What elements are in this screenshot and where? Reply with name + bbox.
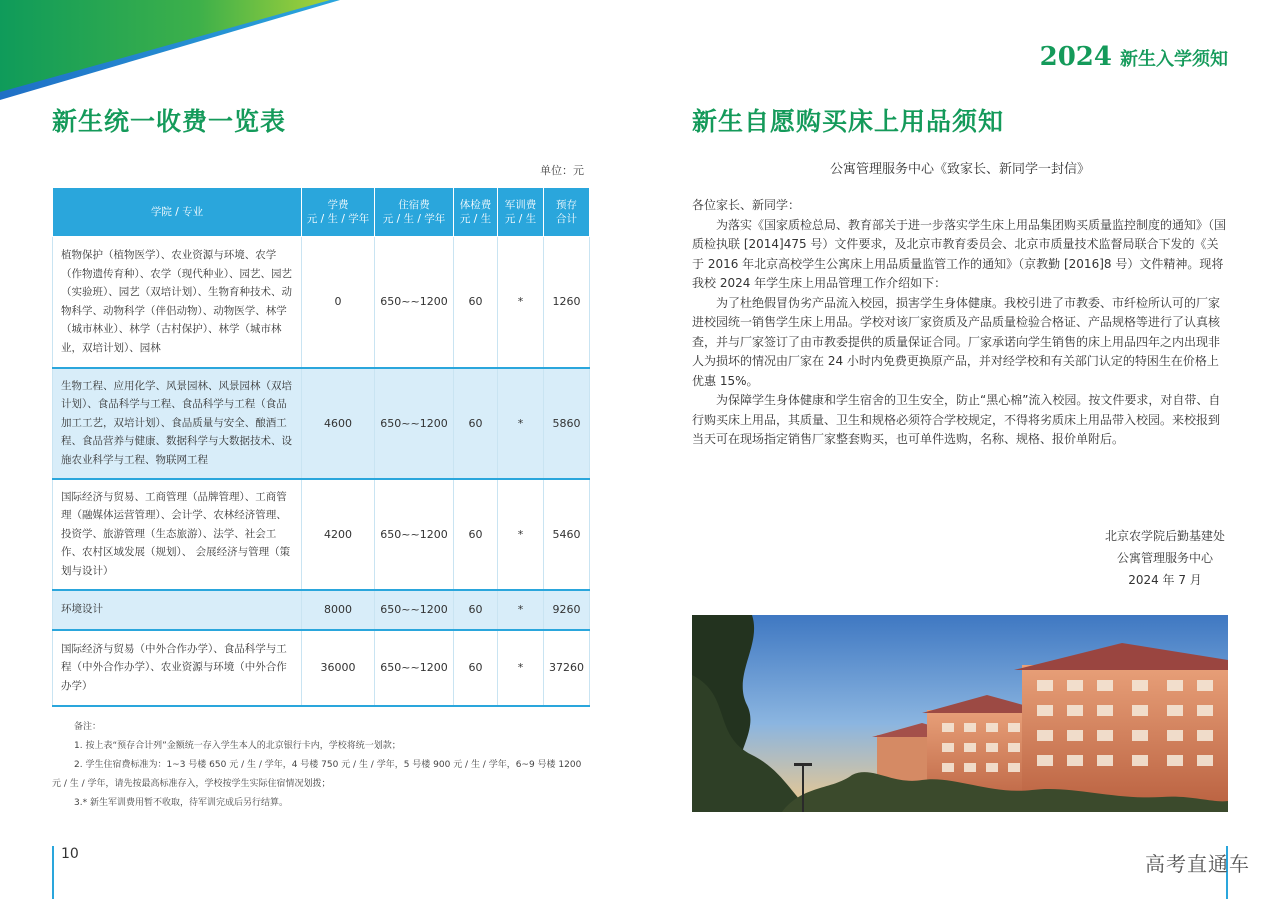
note-2: 2. 学生住宿费标准为：1~3 号楼 650 元 / 生 / 学年，4 号楼 750 元 / 生 / 学年，5 号楼 900 元 / 生 / 学年，6~9 号楼 1200 bbox=[74, 760, 582, 770]
letter-paragraph: 为落实《国家质检总局、教育部关于进一步落实学生床上用品集团购买质量监控制度的通知》（国质检执联 [2014]475 号）文件要求，及北京市教育委员会、北京市质量技术监督局联合下发的《关于 2016 年北京高校学生公寓床上用品质量监管工作的通知》（京教勤 [2016]8 号）文件精神。现将我校 2024 年学生床上用品管理工作介绍如下： bbox=[692, 217, 1227, 290]
cell-military: * bbox=[498, 237, 544, 368]
page-number-left: 10 bbox=[61, 846, 79, 862]
col-header-dorm: 住宿费 元 / 生 / 学年 bbox=[375, 188, 454, 237]
cell-military: * bbox=[498, 479, 544, 590]
cell-dorm: 650~~1200 bbox=[375, 479, 454, 590]
cell-dorm: 650~~1200 bbox=[375, 590, 454, 630]
cell-military: * bbox=[498, 368, 544, 479]
note-2-cont: 元 / 生 / 学年，请先按最高标准存入，学校按学生实际住宿情况划拨； bbox=[52, 779, 331, 789]
signature-org: 北京农学院后勤基建处 bbox=[1104, 529, 1225, 543]
cell-major: 植物保护（植物医学）、农业资源与环境、农学（作物遗传育种）、农学（现代种业）、园艺、园艺（实验班）、园艺（双培计划）、生物育种技术、动物科学、动物科学（伴侣动物）、动物医学、林学（城市林业）、林学（古村保护）、林学（城市林业，双培计划）、园林 bbox=[53, 237, 302, 368]
signature-dept: 公寓管理服务中心 bbox=[1116, 551, 1213, 565]
table-header-row bbox=[53, 188, 590, 237]
col-header-major: 学院 / 专业 bbox=[53, 188, 302, 237]
cell-tuition: 0 bbox=[302, 237, 375, 368]
col-header-total: 预存 合计 bbox=[544, 188, 590, 237]
unit-label: 单位：元 bbox=[540, 164, 584, 177]
letter-greeting: 各位家长、新同学： bbox=[692, 198, 801, 212]
cell-total: 37260 bbox=[544, 630, 590, 706]
header-brand bbox=[1040, 42, 1228, 72]
cell-exam: 60 bbox=[454, 479, 498, 590]
fee-table-title: 新生统一收费一览表 bbox=[52, 107, 287, 136]
cell-military: * bbox=[498, 630, 544, 706]
table-row bbox=[53, 237, 590, 368]
cell-tuition: 36000 bbox=[302, 630, 375, 706]
cell-military: * bbox=[498, 590, 544, 630]
col-header-military: 军训费 元 / 生 bbox=[498, 188, 544, 237]
cell-total: 9260 bbox=[544, 590, 590, 630]
note-3: 3.* 新生军训费用暂不收取，待军训完成后另行结算。 bbox=[74, 798, 288, 808]
cell-dorm: 650~~1200 bbox=[375, 368, 454, 479]
cell-major: 环境设计 bbox=[53, 590, 302, 630]
cell-dorm: 650~~1200 bbox=[375, 237, 454, 368]
cell-tuition: 4600 bbox=[302, 368, 375, 479]
cell-tuition: 8000 bbox=[302, 590, 375, 630]
letter-paragraph: 为保障学生身体健康和学生宿舍的卫生安全，防止“黑心棉”流入校园。按文件要求，对自带、自行购买床上用品，其质量、卫生和规格必须符合学校规定，不得将劣质床上用品带入校园。来校报到当天可在现场指定销售厂家整套购买，也可单件选购，名称、规格、报价单附后。 bbox=[692, 393, 1221, 446]
letter-signature bbox=[1090, 525, 1240, 591]
cell-exam: 60 bbox=[454, 237, 498, 368]
cell-total: 5460 bbox=[544, 479, 590, 590]
col-header-tuition: 学费 元 / 生 / 学年 bbox=[302, 188, 375, 237]
page-edge-bar-left bbox=[52, 846, 54, 899]
table-row bbox=[53, 630, 590, 706]
corner-decoration bbox=[0, 0, 340, 105]
cell-total: 5860 bbox=[544, 368, 590, 479]
col-header-exam: 体检费 元 / 生 bbox=[454, 188, 498, 237]
header-subtitle: 新生入学须知 bbox=[1120, 49, 1228, 70]
cell-major: 国际经济与贸易（中外合作办学）、食品科学与工程（中外合作办学）、农业资源与环境（中外合作办学） bbox=[53, 630, 302, 706]
cell-tuition: 4200 bbox=[302, 479, 375, 590]
dormitory-photo bbox=[692, 615, 1228, 812]
dormitory-photo-illustration bbox=[692, 615, 1228, 812]
signature-date: 2024 年 7 月 bbox=[1128, 573, 1202, 587]
cell-exam: 60 bbox=[454, 630, 498, 706]
notes bbox=[52, 718, 592, 813]
table-row bbox=[53, 368, 590, 479]
fee-table bbox=[52, 187, 590, 707]
cell-major: 国际经济与贸易、工商管理（品牌管理）、工商管理（融媒体运营管理）、会计学、农林经济管理、投资学、旅游管理（生态旅游）、法学、社会工作、农村区域发展（规划）、 会展经济与管理（策划与设计） bbox=[53, 479, 302, 590]
cell-exam: 60 bbox=[454, 590, 498, 630]
watermark: 高考直通车 bbox=[1145, 852, 1250, 876]
table-row bbox=[53, 479, 590, 590]
note-1: 1. 按上表“预存合计列”金额统一存入学生本人的北京银行卡内，学校将统一划款； bbox=[74, 741, 401, 751]
table-row bbox=[53, 590, 590, 630]
cell-dorm: 650~~1200 bbox=[375, 630, 454, 706]
cell-exam: 60 bbox=[454, 368, 498, 479]
cell-major: 生物工程、应用化学、风景园林、风景园林（双培计划）、食品科学与工程、食品科学与工程（食品加工工艺，双培计划）、食品质量与安全、酿酒工程、食品营养与健康、数据科学与大数据技术、设施农业科学与工程、物联网工程 bbox=[53, 368, 302, 479]
cell-total: 1260 bbox=[544, 237, 590, 368]
letter-subtitle: 公寓管理服务中心《致家长、新同学一封信》 bbox=[829, 162, 1090, 177]
notes-heading: 备注： bbox=[74, 722, 102, 732]
letter-body bbox=[692, 196, 1228, 450]
header-year: 2024 bbox=[1039, 42, 1112, 72]
letter-paragraph: 为了杜绝假冒伪劣产品流入校园，损害学生身体健康。我校引进了市教委、市纤检所认可的厂家进校园统一销售学生床上用品。学校对该厂家资质及产品质量检验合格证、产品规格等进行了认真核查，并与厂家签订了由市教委提供的质量保证合同。厂家承诺向学生销售的床上用品四年之内出现非人为损坏的情况由厂家在 24 小时内免费更换原产品，并对经学校和有关部门认定的特困生在价格上优惠 15%。 bbox=[692, 295, 1221, 388]
bedding-notice-title: 新生自愿购买床上用品须知 bbox=[692, 107, 1005, 136]
